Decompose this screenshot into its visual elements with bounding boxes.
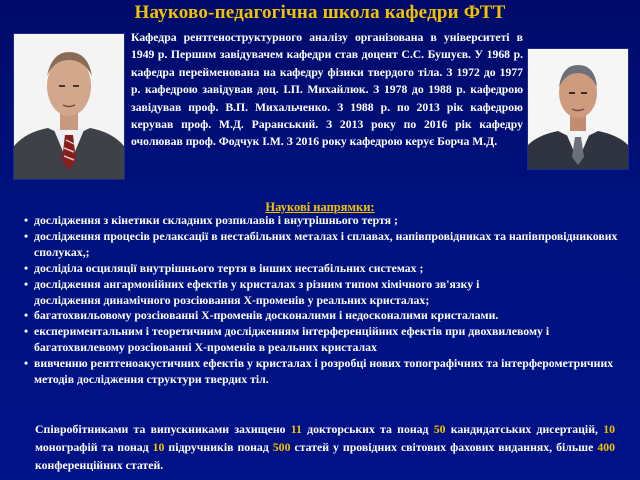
textbooks-count: 10 [152, 440, 165, 454]
candidate-theses-count: 50 [433, 422, 446, 436]
research-direction-item: • експериментальним і теоретичним дослідженням інтерференційних ефектів при двохвилевому і багатохвилевому розсіюванні Х-променів в реальних кристалах [29, 324, 624, 356]
research-direction-item: • дослідження з кінетики складних розпилавів і внутрішнього тертя ; [29, 213, 624, 229]
research-direction-item: • досліділа осциляції внутрішнього тертя в інших нестабільних системах ; [29, 261, 624, 277]
stats-text: Співробітниками та випускниками захищено [35, 422, 291, 436]
department-history-text: Кафедра рентгеноструктурного аналізу організована в університеті в 1949 р. Першим завідувачем кафедри став доцент С.С. Бушуєв. У 1968 р. кафедра перейменована на кафедру фізики твердого тіла. З 1972 до 1977 р. кафедрою завідував доц. І.П. Михайлюк. З 1978 до 1988 р. кафедрою завідував проф. В.П. Михальченко. З 1988 р. по 2013 рік кафедрою керував проф. М.Д. Раранський. З 2013 року по 2016 рік кафедру очолював проф. Фодчук І.М. З 2016 року кафедрою керує Борча М.Д. [131, 31, 523, 149]
stats-text: статей у провідних світових фахових виданнях, більше [290, 440, 598, 454]
doctoral-theses-count: 11 [290, 422, 302, 436]
research-direction-item: • дослідження ангармонійних ефектів у кристалах з різним типом хімічного зв'язку і [29, 277, 624, 293]
page-title: Науково-педагогічна школа кафедри ФТТ [134, 2, 506, 23]
articles-count: 500 [272, 440, 291, 454]
stats-text: кандидатських дисертацій, [445, 422, 604, 436]
research-directions-heading: Наукові напрямки: [265, 200, 375, 214]
stats-text: докторських та понад [301, 422, 434, 436]
portrait-photo-left [13, 33, 125, 180]
research-directions-list [29, 213, 624, 388]
stats-text: монографій та понад [35, 440, 153, 454]
stats-text: підручників понад [164, 440, 273, 454]
conference-papers-count: 400 [597, 440, 616, 454]
achievements-summary [35, 420, 615, 474]
research-direction-item: • вивченню рентгеноакустичних ефектів у кристалах і розробці нових топографічних та інтерферометричних методів дослідження структури твердих тіл. [29, 356, 624, 388]
research-direction-item: дослідження динамічного розсіювання Х-променів у реальних кристалах; [34, 292, 430, 307]
stats-text: конференційних статей. [35, 458, 164, 472]
portrait-photo-right [527, 48, 629, 170]
research-direction-item: • багатохвильовому розсіюванні Х-променів досконалими і недосконалими кристалами. [29, 308, 624, 324]
research-direction-item: • дослідження процесів релаксації в нестабільних металах і сплавах, напівпровідниках та напівпровідникових сполуках,; [29, 229, 624, 261]
monographs-count: 10 [603, 422, 615, 436]
